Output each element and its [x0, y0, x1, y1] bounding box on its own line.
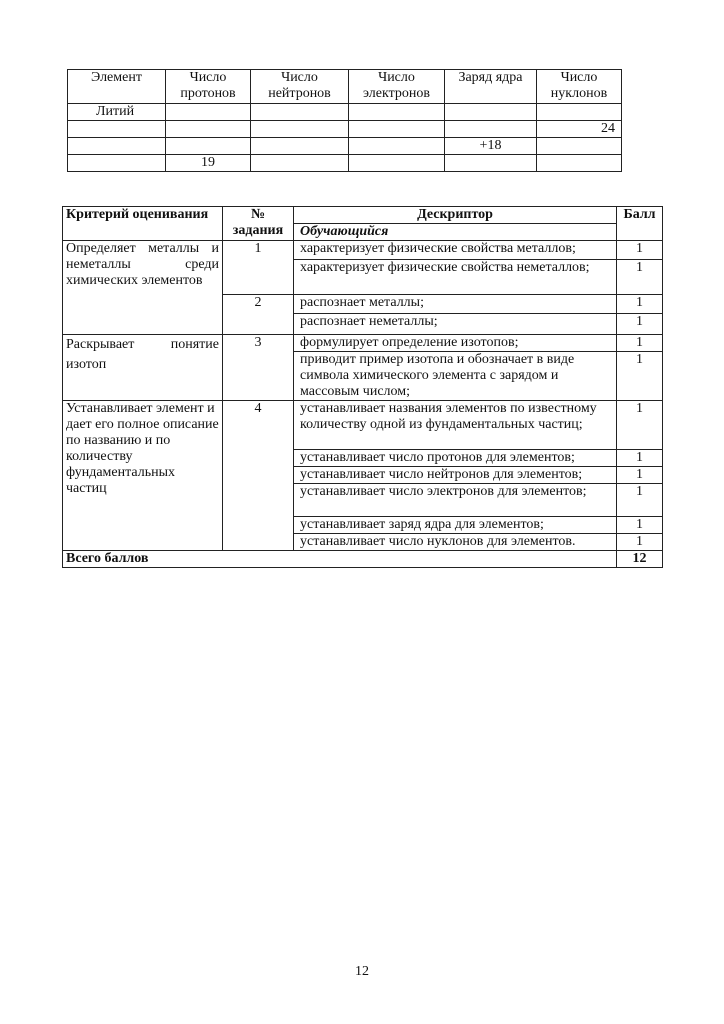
- descriptor-cell: устанавливает число электронов для элементов;: [294, 484, 617, 517]
- score-cell: 1: [617, 352, 663, 401]
- table-cell: [251, 121, 349, 138]
- table-row: [63, 241, 663, 260]
- header-task-number: № задания: [223, 207, 294, 241]
- total-row: [63, 551, 663, 568]
- criterion-text: Раскрывает понятие изотоп: [66, 337, 219, 372]
- table-row: [68, 104, 622, 121]
- header-nuclear-charge: Заряд ядра: [445, 70, 537, 104]
- descriptor-cell: устанавливает число протонов для элементов;: [294, 450, 617, 467]
- score-cell: 1: [617, 534, 663, 551]
- header-descriptor: Дескриптор: [294, 207, 617, 224]
- descriptor-cell: устанавливает заряд ядра для элементов;: [294, 517, 617, 534]
- criterion-cell: [63, 335, 223, 401]
- header-neutrons: Число нейтронов: [251, 70, 349, 104]
- table-cell: [166, 121, 251, 138]
- table-cell: [537, 155, 622, 172]
- criterion-cell: Определяет металлы и неметаллы среди химических элементов: [63, 241, 223, 335]
- score-cell: 1: [617, 401, 663, 450]
- table-cell: [251, 138, 349, 155]
- table-cell: [349, 138, 445, 155]
- descriptor-cell: распознает неметаллы;: [294, 314, 617, 335]
- total-score: 12: [617, 551, 663, 568]
- header-score: Балл: [617, 207, 663, 241]
- task-number-cell: 4: [223, 401, 294, 551]
- score-cell: 1: [617, 335, 663, 352]
- descriptor-cell: распознает металлы;: [294, 295, 617, 314]
- rubric-header-row: [63, 207, 663, 224]
- table-cell: [445, 155, 537, 172]
- table-cell: [445, 121, 537, 138]
- header-criterion: Критерий оценивания: [63, 207, 223, 241]
- elements-header-row: [68, 70, 622, 104]
- descriptor-cell: характеризует физические свойства неметаллов;: [294, 260, 617, 295]
- score-cell: 1: [617, 467, 663, 484]
- table-cell: [445, 104, 537, 121]
- table-cell: 19: [166, 155, 251, 172]
- table-cell: [251, 104, 349, 121]
- table-cell: [166, 138, 251, 155]
- table-cell: [349, 155, 445, 172]
- score-cell: 1: [617, 450, 663, 467]
- table-cell: [349, 121, 445, 138]
- table-row: [63, 335, 663, 352]
- task-number-cell: 3: [223, 335, 294, 401]
- table-cell: Литий: [68, 104, 166, 121]
- task-number-cell: 1: [223, 241, 294, 295]
- page-number: 12: [355, 964, 369, 979]
- criterion-cell: Устанавливает элемент и дает его полное описание по названию и по количеству фундаментальных частиц: [63, 401, 223, 551]
- header-electrons: Число электронов: [349, 70, 445, 104]
- header-learner: Обучающийся: [294, 224, 617, 241]
- descriptor-cell: устанавливает число нейтронов для элементов;: [294, 467, 617, 484]
- table-cell: 24: [537, 121, 622, 138]
- descriptor-cell: характеризует физические свойства металлов;: [294, 241, 617, 260]
- table-cell: [68, 121, 166, 138]
- elements-table: [67, 69, 622, 172]
- total-label: Всего баллов: [63, 551, 617, 568]
- table-cell: [251, 155, 349, 172]
- header-nucleons: Число нуклонов: [537, 70, 622, 104]
- task-number-cell: 2: [223, 295, 294, 335]
- score-cell: 1: [617, 484, 663, 517]
- table-cell: [68, 155, 166, 172]
- descriptor-cell: устанавливает названия элементов по известному количеству одной из фундаментальных частиц;: [294, 401, 617, 450]
- header-element: Элемент: [68, 70, 166, 104]
- descriptor-cell: формулирует определение изотопов;: [294, 335, 617, 352]
- table-row: [68, 138, 622, 155]
- table-cell: [349, 104, 445, 121]
- table-cell: [68, 138, 166, 155]
- table-cell: +18: [445, 138, 537, 155]
- descriptor-cell: устанавливает число нуклонов для элементов.: [294, 534, 617, 551]
- rubric-table: [62, 206, 663, 568]
- score-cell: 1: [617, 260, 663, 295]
- score-cell: 1: [617, 314, 663, 335]
- table-cell: [537, 138, 622, 155]
- table-cell: [166, 104, 251, 121]
- table-cell: [537, 104, 622, 121]
- table-row: [68, 121, 622, 138]
- descriptor-cell: приводит пример изотопа и обозначает в виде символа химического элемента с зарядом и массовым числом;: [294, 352, 617, 401]
- score-cell: 1: [617, 517, 663, 534]
- header-protons: Число протонов: [166, 70, 251, 104]
- table-row: [68, 155, 622, 172]
- score-cell: 1: [617, 241, 663, 260]
- score-cell: 1: [617, 295, 663, 314]
- table-row: [63, 401, 663, 450]
